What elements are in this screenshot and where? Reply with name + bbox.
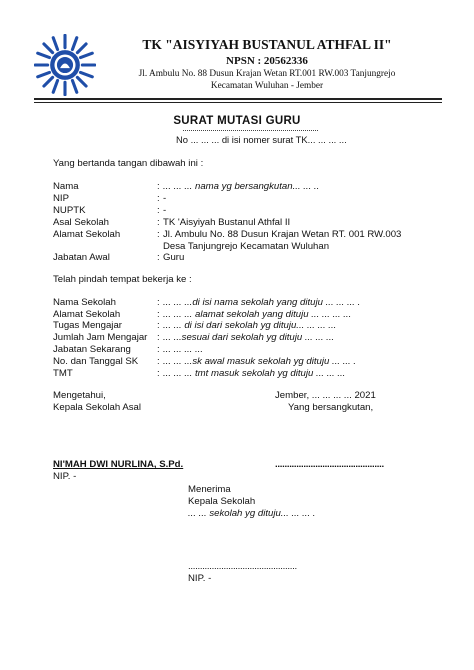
concerned-person-title: Yang bersangkutan, [288, 402, 374, 413]
signer-nip: NIP. - [53, 471, 77, 482]
transfer-colon: : [157, 356, 160, 367]
document-title: SURAT MUTASI GURU [173, 115, 301, 127]
title-underline [183, 130, 318, 131]
signature-line: .............................................. [275, 459, 384, 470]
identity-label: Asal Sekolah [53, 217, 109, 228]
identity-label: NUPTK [53, 205, 86, 216]
transfer-colon: : [157, 368, 160, 379]
identity-label: Alamat Sekolah [53, 229, 121, 240]
receiver-text: Menerima [188, 484, 231, 495]
receiver-nip: NIP. - [188, 573, 212, 584]
npsn-number: NPSN : 20562336 [226, 55, 308, 67]
identity-value: - [163, 193, 167, 204]
identity-label: Jabatan Awal [53, 252, 110, 263]
transfer-value: ... ...sesuai dari sekolah yg dituju ... ... ... [163, 332, 335, 343]
transfer-colon: : [157, 344, 160, 355]
receiver-signature-line: .............................................. [188, 561, 297, 572]
transfer-label: Jumlah Jam Mengajar [53, 332, 148, 343]
identity-colon: : [157, 217, 160, 228]
header-divider-thin [34, 102, 442, 103]
identity-colon: : [157, 193, 160, 204]
identity-colon: : [157, 252, 160, 263]
identity-value: ... ... ... nama yg bersangkutan... ... .. [163, 181, 320, 192]
identity-value: Guru [163, 252, 185, 263]
transfer-colon: : [157, 297, 160, 308]
transfer-label: No. dan Tanggal SK [53, 356, 139, 367]
origin-principal-title: Kepala Sekolah Asal [53, 402, 142, 413]
acknowledged-text: Mengetahui, [53, 390, 106, 401]
transfer-value: ... ... ...sk awal masuk sekolah yg dituju ... ... . [163, 356, 357, 367]
header-divider-thick [34, 98, 442, 100]
signer-name: NI'MAH DWI NURLINA, S.Pd. [53, 459, 184, 470]
transfer-value: ... ... ... alamat sekolah yang dituju ... ... ... ... [163, 309, 352, 320]
document-number: No ... ... ... di isi nomer surat TK... ... ... ... [176, 134, 347, 145]
transfer-colon: : [157, 320, 160, 331]
identity-label: NIP [53, 193, 69, 204]
transfer-label: Alamat Sekolah [53, 309, 121, 320]
transfer-colon: : [157, 309, 160, 320]
transfer-intro-text: Telah pindah tempat bekerja ke : [53, 274, 192, 285]
identity-value: Jl. Ambulu No. 88 Dusun Krajan Wetan RT. 001 RW.003 [163, 229, 402, 240]
identity-colon: : [157, 229, 160, 240]
intro-text: Yang bertanda tangan dibawah ini : [53, 158, 204, 169]
school-name-heading: TK "AISYIYAH BUSTANUL ATHFAL II" [142, 37, 392, 52]
transfer-label: Nama Sekolah [53, 297, 116, 308]
transfer-value: ... ... ... tmt masuk sekolah yg dituju ... ... ... [163, 368, 346, 379]
transfer-value: ... ... ...di isi nama sekolah yang dituju ... ... ... . [163, 297, 361, 308]
identity-colon: : [157, 181, 160, 192]
receiver-title: Kepala Sekolah [188, 496, 256, 507]
transfer-label: Tugas Mengajar [53, 320, 122, 331]
address-line-2: Kecamatan Wuluhan - Jember [210, 81, 324, 91]
transfer-value: ... ... ... ... [163, 344, 203, 355]
identity-value: - [163, 205, 167, 216]
identity-colon: : [157, 205, 160, 216]
receiver-school: ... ... sekolah yg dituju... ... ... . [188, 508, 316, 519]
identity-label: Nama [53, 181, 79, 192]
identity-value: Desa Tanjungrejo Kecamatan Wuluhan [163, 241, 330, 252]
transfer-label: Jabatan Sekarang [53, 344, 131, 355]
transfer-value: ... ... di isi dari sekolah yg dituju... ... ... ... [163, 320, 337, 331]
place-date: Jember, ... ... ... ... 2021 [275, 390, 376, 401]
transfer-label: TMT [53, 368, 73, 379]
transfer-colon: : [157, 332, 160, 343]
identity-value: TK 'Aisyiyah Bustanul Athfal II [163, 217, 291, 228]
address-line-1: Jl. Ambulu No. 88 Dusun Krajan Wetan RT.001 RW.003 Tanjungrejo [138, 69, 396, 79]
